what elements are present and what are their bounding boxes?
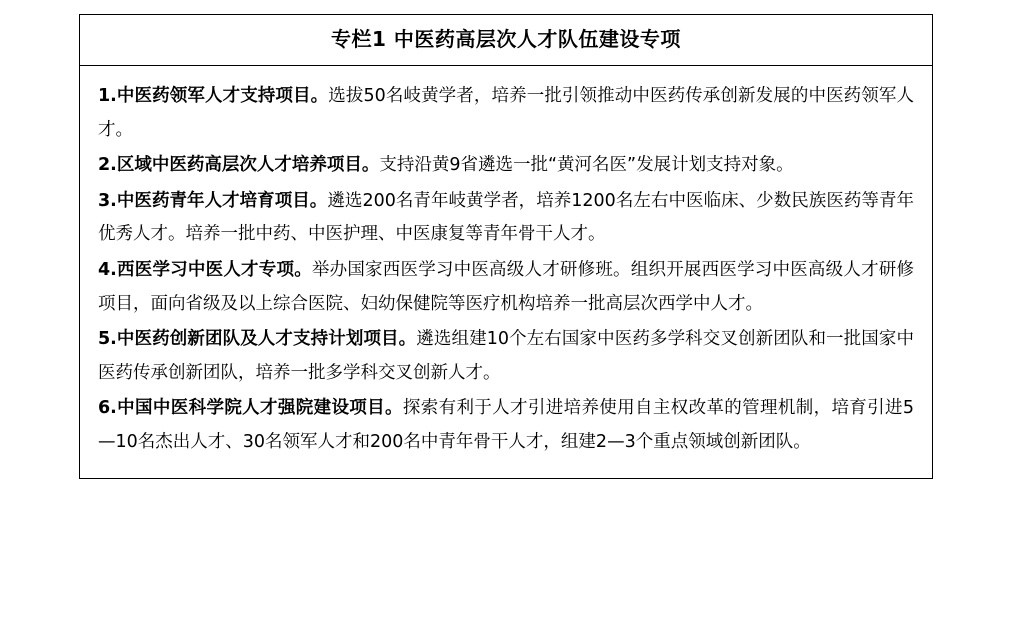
list-item-lead: 4.西医学习中医人才专项。 [98, 259, 312, 280]
list-item-lead: 2.区域中医药高层次人才培养项目。 [98, 155, 380, 176]
list-item [98, 80, 914, 147]
list-item [98, 323, 914, 390]
list-item-text: 举办国家西医学习中医高级人才研修班。组织开展西医学习中医高级人才研修项目，面向省级及以上综合医院、妇幼保健院等医疗机构培养一批高层次西学中人才。 [98, 259, 914, 314]
list-item-lead: 3.中医药青年人才培育项目。 [98, 190, 328, 211]
box-body [80, 66, 932, 478]
list-item-text: 遴选200名青年岐黄学者，培养1200名左右中医临床、少数民族医药等青年优秀人才。培养一批中药、中医护理、中医康复等青年骨干人才。 [98, 190, 915, 245]
highlight-box [79, 14, 933, 479]
list-item-text: 支持沿黄9省遴选一批“黄河名医”发展计划支持对象。 [379, 155, 794, 176]
box-title: 专栏1 中医药高层次人才队伍建设专项 [80, 15, 932, 66]
list-item [98, 149, 914, 183]
list-item [98, 254, 914, 321]
list-item-lead: 6.中国中医科学院人才强院建设项目。 [98, 398, 403, 419]
list-item [98, 185, 914, 252]
list-item-lead: 1.中医药领军人才支持项目。 [98, 86, 329, 106]
list-item-lead: 5.中医药创新团队及人才支持计划项目。 [98, 329, 417, 350]
list-item-text: 遴选组建10个左右国家中医药多学科交叉创新团队和一批国家中医药传承创新团队，培养一批多学科交叉创新人才。 [98, 329, 914, 383]
list-item [98, 392, 914, 459]
list-item-text: 选拔50名岐黄学者，培养一批引领推动中医药传承创新发展的中医药领军人才。 [98, 86, 915, 140]
list-item-text: 探索有利于人才引进培养使用自主权改革的管理机制，培育引进5—10名杰出人才、30名领军人才和200名中青年骨干人才，组建2—3个重点领域创新团队。 [98, 398, 914, 452]
